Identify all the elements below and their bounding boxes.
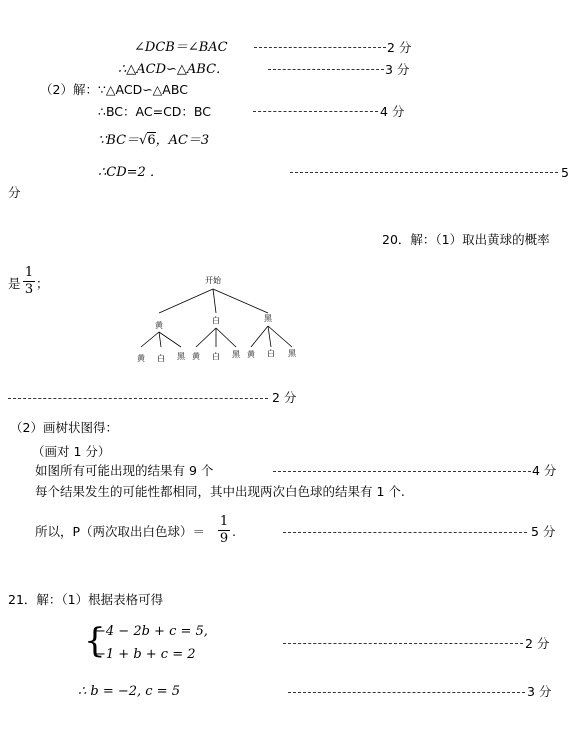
dashed-leader [254, 47, 386, 48]
result-denominator: 9 [219, 531, 229, 546]
score-label: 4 分 [532, 463, 557, 478]
tree-leaf: 黑 [232, 350, 240, 359]
tree-node: 黄 [155, 321, 163, 330]
given-ac: ，AC＝3 [155, 133, 210, 148]
tree-leaf: 黄 [137, 354, 145, 363]
tree-leaf: 白 [212, 352, 220, 361]
dashed-leader [283, 643, 523, 644]
score-label: 5 分 [531, 524, 556, 539]
tree-leaf: 白 [267, 349, 275, 358]
angle-equality-line: ∠DCB＝∠BAC [134, 40, 228, 55]
prob-denominator: 3 [24, 282, 34, 297]
system-brace: { [84, 621, 106, 661]
solution-line: ∴ b = −2, c = 5 [78, 684, 181, 699]
sqrt-sign: √ [139, 133, 148, 148]
dashed-leader [288, 692, 525, 693]
tree-node: 白 [212, 316, 220, 325]
score-unit: 分 [8, 185, 21, 200]
equation-1: −4 − 2b + c = 5, [95, 624, 208, 639]
score-label: 2 分 [387, 40, 412, 55]
score-label: 3 分 [527, 684, 552, 699]
prob-numerator: 1 [24, 265, 34, 280]
part2-label: （2）画树状图得： [10, 420, 118, 435]
result-numerator: 1 [219, 514, 229, 529]
score-label: 3 分 [385, 62, 410, 77]
dashed-leader [8, 398, 268, 399]
dashed-leader [290, 172, 558, 173]
part2-label: （2）解：∵△ACD∽△ABC [40, 82, 188, 97]
similar-triangles-line: ∴△ACD∽△ABC． [118, 62, 230, 77]
score-label: 4 分 [380, 104, 405, 119]
tree-leaf: 黑 [288, 349, 296, 358]
q20-header: 20．解：（1）取出黄球的概率 [382, 232, 550, 247]
dashed-leader [268, 69, 384, 70]
equation-2: −1 + b + c = 2 [95, 647, 196, 662]
score-label: 2 分 [272, 390, 297, 405]
ratio-line: ∴BC：AC=CD：BC [98, 104, 212, 119]
dashed-leader [253, 111, 378, 112]
tree-leaf: 黄 [192, 352, 200, 361]
tree-node: 黑 [264, 314, 272, 323]
equal-likelihood-line: 每个结果发生的可能性都相同，其中出现两次白色球的结果有 1 个. [35, 484, 405, 499]
tree-root: 开始 [205, 276, 221, 285]
tree-leaf: 白 [157, 354, 165, 363]
draw-note: （画对 1 分） [32, 444, 111, 459]
result-prefix: 所以，P（两次取出白色球）＝ [35, 524, 206, 539]
given-bc: ∵BC＝ [98, 133, 140, 148]
prob-prefix: 是 [8, 276, 21, 291]
given-values-line [98, 133, 209, 149]
q21-header: 21．解：（1）根据表格可得 [8, 592, 164, 607]
dashed-leader [283, 532, 527, 533]
sqrt-radicand: 6 [147, 133, 156, 148]
tree-leaf: 黄 [247, 350, 255, 359]
cd-result-line: ∴CD=2 ． [98, 165, 163, 180]
prob-fraction [23, 266, 35, 297]
score-number: 5 [561, 165, 569, 180]
prob-suffix: ； [36, 276, 49, 291]
tree-leaf: 黑 [177, 352, 185, 361]
score-label: 2 分 [525, 636, 550, 651]
dashed-leader [273, 471, 531, 472]
outcomes-line: 如图所有可能出现的结果有 9 个 [35, 463, 214, 478]
result-fraction [218, 515, 230, 546]
result-suffix: . [232, 524, 236, 539]
